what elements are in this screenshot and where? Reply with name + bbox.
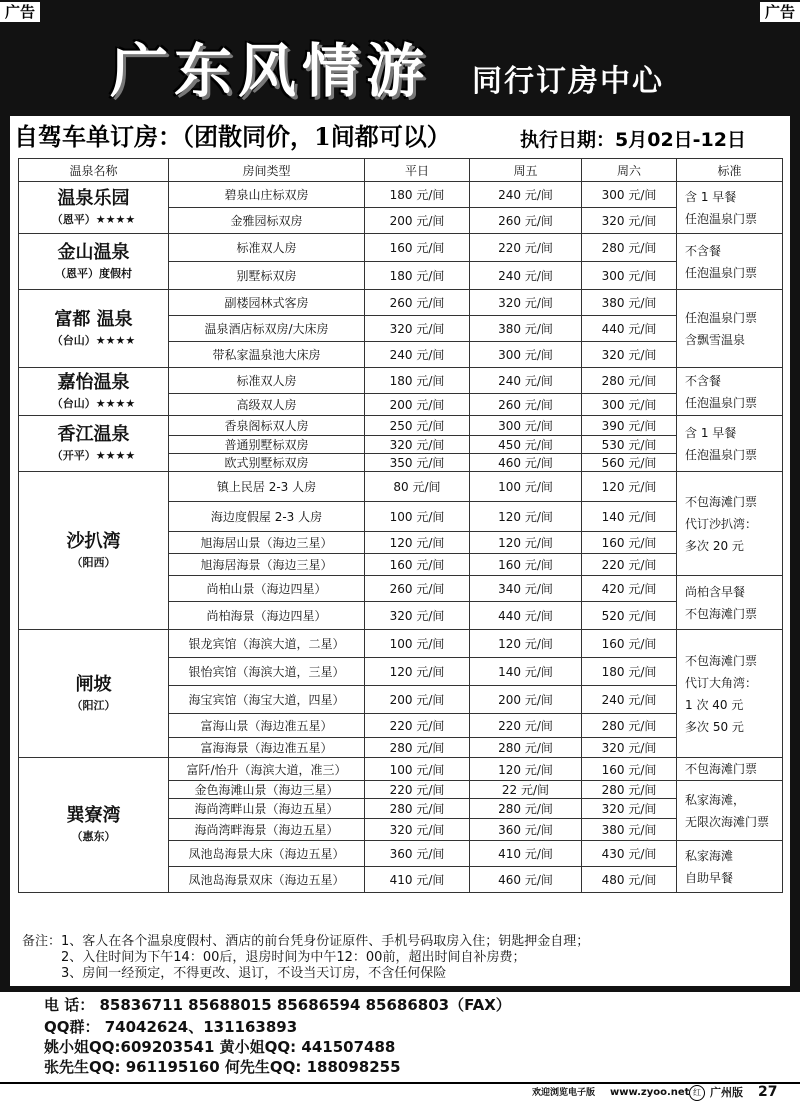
standard-line: 不含餐 bbox=[685, 373, 722, 388]
price-cell: 260 元/间 bbox=[365, 290, 470, 316]
table-header-row bbox=[19, 159, 783, 182]
price-cell: 410 元/间 bbox=[470, 841, 582, 867]
price-cell: 100 元/间 bbox=[470, 472, 582, 502]
table-row bbox=[19, 290, 783, 316]
room-type-cell: 富阡/怡升（海滨大道，准三） bbox=[169, 758, 365, 781]
standard-line: 任泡温泉门票 bbox=[685, 395, 758, 410]
price-cell: 410 元/间 bbox=[365, 867, 470, 893]
hotel-name-cell bbox=[19, 182, 169, 234]
brand-subtitle: 同行订房中心 bbox=[472, 64, 664, 99]
price-cell: 160 元/间 bbox=[470, 554, 582, 576]
price-cell: 280 元/间 bbox=[582, 781, 677, 799]
standard-cell bbox=[677, 758, 783, 781]
price-cell: 100 元/间 bbox=[365, 630, 470, 658]
footer-edition: 广州版 bbox=[710, 1086, 743, 1099]
room-type-cell: 尚柏海景（海边四星） bbox=[169, 602, 365, 630]
hotel-location: （惠东） bbox=[71, 830, 116, 843]
price-cell: 350 元/间 bbox=[365, 454, 470, 472]
price-cell: 340 元/间 bbox=[470, 576, 582, 602]
hotel-name-cell bbox=[19, 630, 169, 758]
price-cell: 300 元/间 bbox=[582, 182, 677, 208]
standard-cell bbox=[677, 234, 783, 290]
table-row bbox=[19, 182, 783, 208]
ad-label-right: 广告 bbox=[760, 2, 800, 22]
footer-site-link[interactable]: www.zyoo.net bbox=[610, 1087, 690, 1098]
price-cell: 300 元/间 bbox=[470, 342, 582, 368]
headline: 自驾车单订房：（团散同价，1间都可以） bbox=[14, 122, 451, 151]
note-line: 备注：1、客人在各个温泉度假村、酒店的前台凭身份证原件、手机号码取房入住；钥匙押金自理； bbox=[22, 934, 590, 949]
price-cell: 100 元/间 bbox=[365, 502, 470, 532]
price-cell: 460 元/间 bbox=[470, 867, 582, 893]
price-cell: 320 元/间 bbox=[582, 738, 677, 758]
hotel-name: 温泉乐园 bbox=[57, 187, 130, 209]
price-cell: 120 元/间 bbox=[470, 758, 582, 781]
room-type-cell: 普通别墅标双房 bbox=[169, 436, 365, 454]
price-cell: 120 元/间 bbox=[470, 502, 582, 532]
standard-line: 含飘雪温泉 bbox=[685, 332, 746, 347]
price-cell: 380 元/间 bbox=[470, 316, 582, 342]
price-cell: 320 元/间 bbox=[582, 342, 677, 368]
room-type-cell: 欧式别墅标双房 bbox=[169, 454, 365, 472]
price-cell: 80 元/间 bbox=[365, 472, 470, 502]
room-type-cell: 海宝宾馆（海宝大道，四星） bbox=[169, 686, 365, 714]
hotel-name: 富都 温泉 bbox=[54, 308, 133, 330]
price-cell: 160 元/间 bbox=[365, 554, 470, 576]
brand-header bbox=[110, 30, 710, 112]
price-cell: 450 元/间 bbox=[470, 436, 582, 454]
price-cell: 240 元/间 bbox=[470, 262, 582, 290]
standard-line: 任泡温泉门票 bbox=[685, 265, 758, 280]
price-cell: 460 元/间 bbox=[470, 454, 582, 472]
standard-line: 不包海滩门票 bbox=[685, 653, 758, 668]
hotel-name: 嘉怡温泉 bbox=[57, 371, 130, 393]
price-cell: 120 元/间 bbox=[365, 658, 470, 686]
price-cell: 100 元/间 bbox=[365, 758, 470, 781]
room-type-cell: 温泉酒店标双房/大床房 bbox=[169, 316, 365, 342]
room-type-cell: 碧泉山庄标双房 bbox=[169, 182, 365, 208]
price-cell: 320 元/间 bbox=[365, 602, 470, 630]
rate-table bbox=[18, 158, 783, 893]
price-cell: 220 元/间 bbox=[365, 714, 470, 738]
contact-qq-row: 姚小姐QQ:609203541 黄小姐QQ: 441507488 bbox=[44, 1038, 396, 1056]
room-type-cell: 带私家温泉池大床房 bbox=[169, 342, 365, 368]
price-cell: 120 元/间 bbox=[470, 630, 582, 658]
room-type-cell: 银怡宾馆（海滨大道，三星） bbox=[169, 658, 365, 686]
hotel-name-cell bbox=[19, 234, 169, 290]
price-cell: 320 元/间 bbox=[582, 208, 677, 234]
standard-line: 任泡温泉门票 bbox=[685, 310, 758, 325]
standard-line: 不包海滩门票 bbox=[685, 606, 758, 621]
col-header-room: 房间类型 bbox=[169, 159, 365, 182]
room-type-cell: 副楼园林式客房 bbox=[169, 290, 365, 316]
standard-line: 无限次海滩门票 bbox=[685, 814, 770, 829]
price-cell: 280 元/间 bbox=[365, 738, 470, 758]
price-cell: 300 元/间 bbox=[582, 262, 677, 290]
price-cell: 240 元/间 bbox=[365, 342, 470, 368]
room-type-cell: 富海海景（海边准五星） bbox=[169, 738, 365, 758]
hotel-location: （阳江） bbox=[71, 698, 116, 712]
hotel-name-cell bbox=[19, 290, 169, 368]
price-cell: 320 元/间 bbox=[365, 436, 470, 454]
price-cell: 220 元/间 bbox=[470, 714, 582, 738]
hotel-location: （恩平）★★★★ bbox=[51, 212, 136, 226]
price-cell: 180 元/间 bbox=[582, 658, 677, 686]
ad-label-left: 广告 bbox=[0, 2, 40, 22]
table-row bbox=[19, 416, 783, 436]
col-header-saturday: 周六 bbox=[582, 159, 677, 182]
table-row bbox=[19, 758, 783, 781]
standard-line: 私家海滩 bbox=[685, 848, 734, 863]
standard-line: 自助早餐 bbox=[685, 870, 734, 885]
hotel-location: （阳西） bbox=[71, 555, 116, 569]
hotel-location: （开平）★★★★ bbox=[51, 448, 136, 462]
hotel-name-cell bbox=[19, 416, 169, 472]
price-cell: 480 元/间 bbox=[582, 867, 677, 893]
standard-cell bbox=[677, 630, 783, 758]
price-cell: 360 元/间 bbox=[365, 841, 470, 867]
price-cell: 380 元/间 bbox=[582, 819, 677, 841]
room-type-cell: 旭海居海景（海边三星） bbox=[169, 554, 365, 576]
standard-cell bbox=[677, 472, 783, 576]
col-header-standard: 标准 bbox=[677, 159, 783, 182]
room-type-cell: 旭海居山景（海边三星） bbox=[169, 532, 365, 554]
price-cell: 260 元/间 bbox=[365, 576, 470, 602]
price-cell: 250 元/间 bbox=[365, 416, 470, 436]
price-cell: 220 元/间 bbox=[582, 554, 677, 576]
note-line: 2、入住时间为下午14：00后，退房时间为中午12：00前，超出时间自补房费； bbox=[22, 950, 526, 965]
standard-cell bbox=[677, 290, 783, 368]
footer-logo-icon: 红 bbox=[689, 1085, 705, 1101]
price-cell: 530 元/间 bbox=[582, 436, 677, 454]
price-cell: 220 元/间 bbox=[470, 234, 582, 262]
price-cell: 160 元/间 bbox=[582, 532, 677, 554]
standard-cell bbox=[677, 182, 783, 234]
table-row bbox=[19, 368, 783, 394]
table-row bbox=[19, 234, 783, 262]
hotel-name: 香江温泉 bbox=[57, 423, 130, 445]
price-cell: 280 元/间 bbox=[582, 368, 677, 394]
price-cell: 22 元/间 bbox=[470, 781, 582, 799]
price-cell: 140 元/间 bbox=[470, 658, 582, 686]
execution-date: 执行日期：5月02日-12日 bbox=[520, 129, 746, 151]
col-header-friday: 周五 bbox=[470, 159, 582, 182]
col-header-weekday: 平日 bbox=[365, 159, 470, 182]
price-cell: 120 元/间 bbox=[365, 532, 470, 554]
brand-title: 广东风情游 bbox=[110, 37, 431, 105]
hotel-name: 闸坡 bbox=[75, 673, 112, 695]
room-type-cell: 尚柏山景（海边四星） bbox=[169, 576, 365, 602]
rate-table-body bbox=[19, 182, 783, 893]
price-cell: 280 元/间 bbox=[582, 234, 677, 262]
col-header-name: 温泉名称 bbox=[19, 159, 169, 182]
price-cell: 200 元/间 bbox=[365, 394, 470, 416]
price-cell: 200 元/间 bbox=[365, 208, 470, 234]
standard-cell bbox=[677, 576, 783, 630]
room-type-cell: 别墅标双房 bbox=[169, 262, 365, 290]
room-type-cell: 海尚湾畔海景（海边五星） bbox=[169, 819, 365, 841]
footer bbox=[0, 1082, 800, 1102]
price-cell: 390 元/间 bbox=[582, 416, 677, 436]
price-cell: 200 元/间 bbox=[470, 686, 582, 714]
price-cell: 420 元/间 bbox=[582, 576, 677, 602]
standard-line: 不包海滩门票 bbox=[685, 762, 758, 776]
standard-line: 尚柏含早餐 bbox=[685, 584, 746, 599]
note-line: 3、房间一经预定，不得更改、退订，不设当天订房，不含任何保险 bbox=[22, 966, 447, 981]
room-type-cell: 海尚湾畔山景（海边五星） bbox=[169, 799, 365, 819]
standard-cell bbox=[677, 841, 783, 893]
standard-line: 任泡温泉门票 bbox=[685, 211, 758, 226]
price-cell: 280 元/间 bbox=[365, 799, 470, 819]
price-cell: 320 元/间 bbox=[470, 290, 582, 316]
price-cell: 260 元/间 bbox=[470, 208, 582, 234]
price-cell: 320 元/间 bbox=[582, 799, 677, 819]
price-cell: 240 元/间 bbox=[470, 182, 582, 208]
price-cell: 300 元/间 bbox=[582, 394, 677, 416]
standard-line: 多次 50 元 bbox=[685, 719, 744, 734]
price-cell: 240 元/间 bbox=[582, 686, 677, 714]
room-type-cell: 标准双人房 bbox=[169, 368, 365, 394]
price-cell: 320 元/间 bbox=[365, 819, 470, 841]
price-cell: 440 元/间 bbox=[582, 316, 677, 342]
standard-line: 1 次 40 元 bbox=[685, 697, 744, 712]
price-cell: 160 元/间 bbox=[365, 234, 470, 262]
hotel-name-cell bbox=[19, 472, 169, 630]
room-type-cell: 凤池岛海景大床（海边五星） bbox=[169, 841, 365, 867]
room-type-cell: 金雅园标双房 bbox=[169, 208, 365, 234]
standard-cell bbox=[677, 781, 783, 841]
price-cell: 160 元/间 bbox=[582, 630, 677, 658]
standard-line: 多次 20 元 bbox=[685, 538, 744, 553]
standard-line: 含 1 早餐 bbox=[685, 189, 737, 204]
price-cell: 120 元/间 bbox=[582, 472, 677, 502]
price-cell: 380 元/间 bbox=[582, 290, 677, 316]
footer-welcome: 欢迎浏览电子版 bbox=[532, 1088, 596, 1098]
hotel-name: 沙扒湾 bbox=[66, 530, 121, 552]
room-type-cell: 银龙宾馆（海滨大道，二星） bbox=[169, 630, 365, 658]
standard-line: 私家海滩， bbox=[685, 792, 746, 807]
room-type-cell: 香泉阁标双人房 bbox=[169, 416, 365, 436]
standard-line: 代订沙扒湾： bbox=[685, 516, 758, 531]
room-type-cell: 凤池岛海景双床（海边五星） bbox=[169, 867, 365, 893]
table-row bbox=[19, 472, 783, 502]
room-type-cell: 高级双人房 bbox=[169, 394, 365, 416]
hotel-name: 巽寮湾 bbox=[66, 805, 121, 826]
price-cell: 240 元/间 bbox=[470, 368, 582, 394]
hotel-name: 金山温泉 bbox=[57, 241, 130, 263]
price-cell: 520 元/间 bbox=[582, 602, 677, 630]
room-type-cell: 海边度假屋 2-3 人房 bbox=[169, 502, 365, 532]
contact-phone: 电 话： 85836711 85688015 85686594 85686803（FAX） bbox=[44, 996, 511, 1014]
standard-cell bbox=[677, 368, 783, 416]
price-cell: 280 元/间 bbox=[470, 799, 582, 819]
price-cell: 180 元/间 bbox=[365, 262, 470, 290]
price-cell: 560 元/间 bbox=[582, 454, 677, 472]
contact-qq-group: QQ群： 74042624、131163893 bbox=[44, 1018, 298, 1036]
price-cell: 440 元/间 bbox=[470, 602, 582, 630]
room-type-cell: 标准双人房 bbox=[169, 234, 365, 262]
price-cell: 260 元/间 bbox=[470, 394, 582, 416]
standard-line: 代订大角湾： bbox=[685, 675, 758, 690]
standard-line: 任泡温泉门票 bbox=[685, 447, 758, 462]
price-cell: 280 元/间 bbox=[470, 738, 582, 758]
room-type-cell: 富海山景（海边准五星） bbox=[169, 714, 365, 738]
price-cell: 360 元/间 bbox=[470, 819, 582, 841]
standard-line: 含 1 早餐 bbox=[685, 425, 737, 440]
price-cell: 180 元/间 bbox=[365, 182, 470, 208]
room-type-cell: 金色海滩山景（海边三星） bbox=[169, 781, 365, 799]
room-type-cell: 镇上民居 2-3 人房 bbox=[169, 472, 365, 502]
standard-line: 不包海滩门票 bbox=[685, 494, 758, 509]
price-cell: 220 元/间 bbox=[365, 781, 470, 799]
contact-block bbox=[0, 992, 800, 1082]
hotel-location: （台山）★★★★ bbox=[51, 396, 136, 410]
price-cell: 180 元/间 bbox=[365, 368, 470, 394]
table-row bbox=[19, 630, 783, 658]
price-cell: 430 元/间 bbox=[582, 841, 677, 867]
price-cell: 120 元/间 bbox=[470, 532, 582, 554]
price-cell: 140 元/间 bbox=[582, 502, 677, 532]
hotel-location: （台山）★★★★ bbox=[51, 333, 136, 347]
price-cell: 160 元/间 bbox=[582, 758, 677, 781]
price-cell: 200 元/间 bbox=[365, 686, 470, 714]
contact-qq-row: 张先生QQ: 961195160 何先生QQ: 188098255 bbox=[44, 1058, 401, 1076]
standard-line: 不含餐 bbox=[685, 243, 722, 258]
price-cell: 300 元/间 bbox=[470, 416, 582, 436]
standard-cell bbox=[677, 416, 783, 472]
price-cell: 280 元/间 bbox=[582, 714, 677, 738]
price-cell: 320 元/间 bbox=[365, 316, 470, 342]
hotel-location: （恩平）度假村 bbox=[55, 266, 132, 280]
hotel-name-cell bbox=[19, 368, 169, 416]
notes bbox=[22, 934, 782, 982]
page-number: 27 bbox=[758, 1084, 778, 1100]
hotel-name-cell bbox=[19, 758, 169, 893]
